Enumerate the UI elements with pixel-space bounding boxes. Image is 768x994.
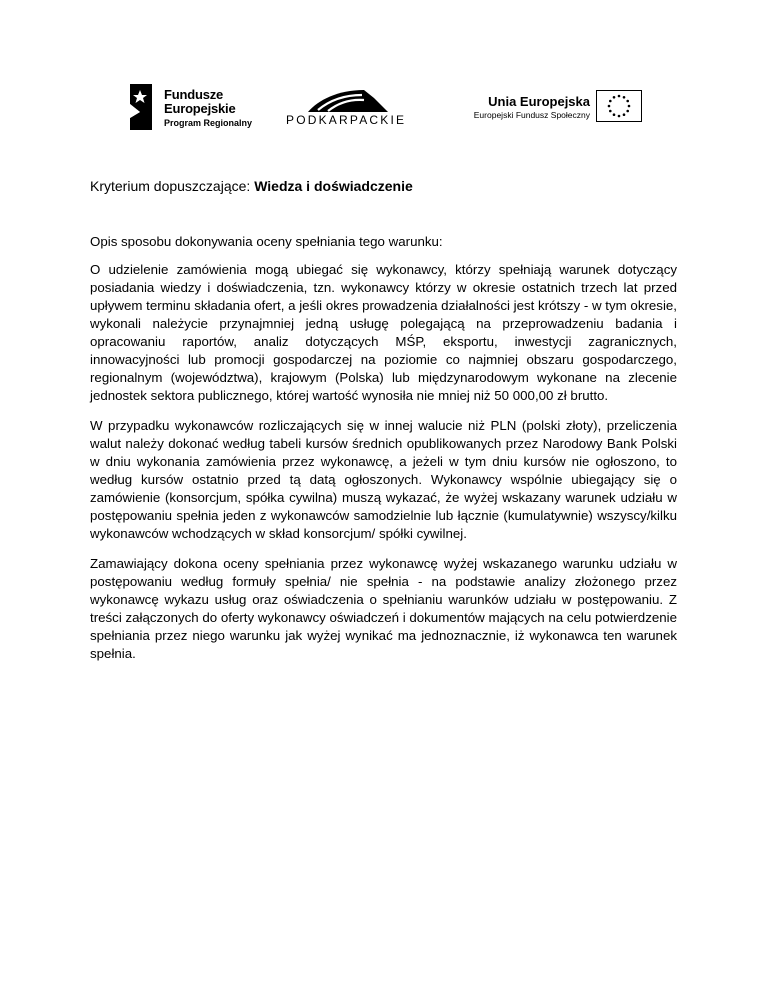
criterion-label: Kryterium dopuszczające:	[90, 178, 255, 194]
ue-title: Unia Europejska	[488, 94, 590, 109]
fe-line2: Europejskie	[164, 101, 236, 116]
fe-sub: Program Regionalny	[164, 118, 253, 128]
podkarpackie-mountain-icon	[308, 88, 388, 112]
fundusze-europejskie-logo	[126, 82, 252, 132]
eu-flag-icon	[596, 90, 642, 122]
paragraph: W przypadku wykonawców rozliczających się w innej walucie niż PLN (polski złoty), przeliczenia walut należy dokonać według tabeli kursów średnich opublikowanych przez Narodowy Bank Polski w dniu wykonania zamówienia przez wykonawcę, a jeżeli w tym dniu kursów nie ogłoszono, to według kursów ostatnio przed tą datą ogłoszonych. Wykonawcy wspólnie ubiegający się o zamówienie (konsorcjum, spółka cywilna) muszą wykazać, że wyżej wskazany warunek udziału w postępowaniu spełnia jeden z wykonawców samodzielnie lub łącznie (kumulatywnie) wszyscy/kilku wykonawców wchodzących w skład konsorcjum/ spółki cywilnej.	[90, 418, 677, 541]
fundusze-europejskie-text	[164, 88, 252, 129]
fundusze-europejskie-icon	[126, 82, 156, 132]
logo-bar	[126, 82, 642, 134]
unia-europejska-logo	[468, 88, 642, 128]
paragraph-intro: Opis sposobu dokonywania oceny spełniania tego warunku:	[90, 234, 443, 249]
criterion-value: Wiedza i doświadczenie	[254, 178, 413, 194]
ue-text	[468, 94, 590, 121]
paragraph: Zamawiający dokona oceny spełniania przez wykonawcę wyżej wskazanego warunku udziału w postępowaniu według formuły spełnia/ nie spełnia - na podstawie analizy złożonego przez wykonawcę wykazu usług oraz oświadczenia o spełnianiu warunków udziału w postępowaniu. Z treści załączonych do oferty wykonawcy oświadczeń i dokumentów mających na celu potwierdzenie spełniania przez niego warunku jak wyżej wynikać ma jednoznacznie, iż wykonawca ten warunek spełnia.	[90, 556, 677, 661]
paragraph: O udzielenie zamówienia mogą ubiegać się wykonawcy, którzy spełniają warunek dotyczący posiadania wiedzy i doświadczenia, tzn. wykonawcy którzy w okresie ostatnich trzech lat przed upływem terminu składania ofert, a jeśli okres prowadzenia działalności jest krótszy - w tym okresie, wykonali należycie przynajmniej jedną usługę polegającą na przeprowadzeniu badania i opracowaniu raportów, analiz dotyczących MŚP, eksportu, inwestycji zagranicznych, innowacyjności lub promocji gospodarczej na poziomie co najmniej obszaru gospodarczego, regionalnym (województwa), krajowym (Polska) lub międzynarodowym wykonane na zlecenie jednostek sektora publicznego, której wartość wynosiła nie mniej niż 50 000,00 zł brutto.	[90, 262, 677, 403]
fe-line1: Fundusze	[164, 87, 224, 102]
document-body	[90, 233, 677, 675]
ue-sub: Europejski Fundusz Społeczny	[473, 110, 590, 120]
criterion-heading	[90, 177, 413, 195]
podkarpackie-logo	[286, 88, 422, 132]
podkarpackie-wordmark: PODKARPACKIE	[286, 113, 407, 127]
